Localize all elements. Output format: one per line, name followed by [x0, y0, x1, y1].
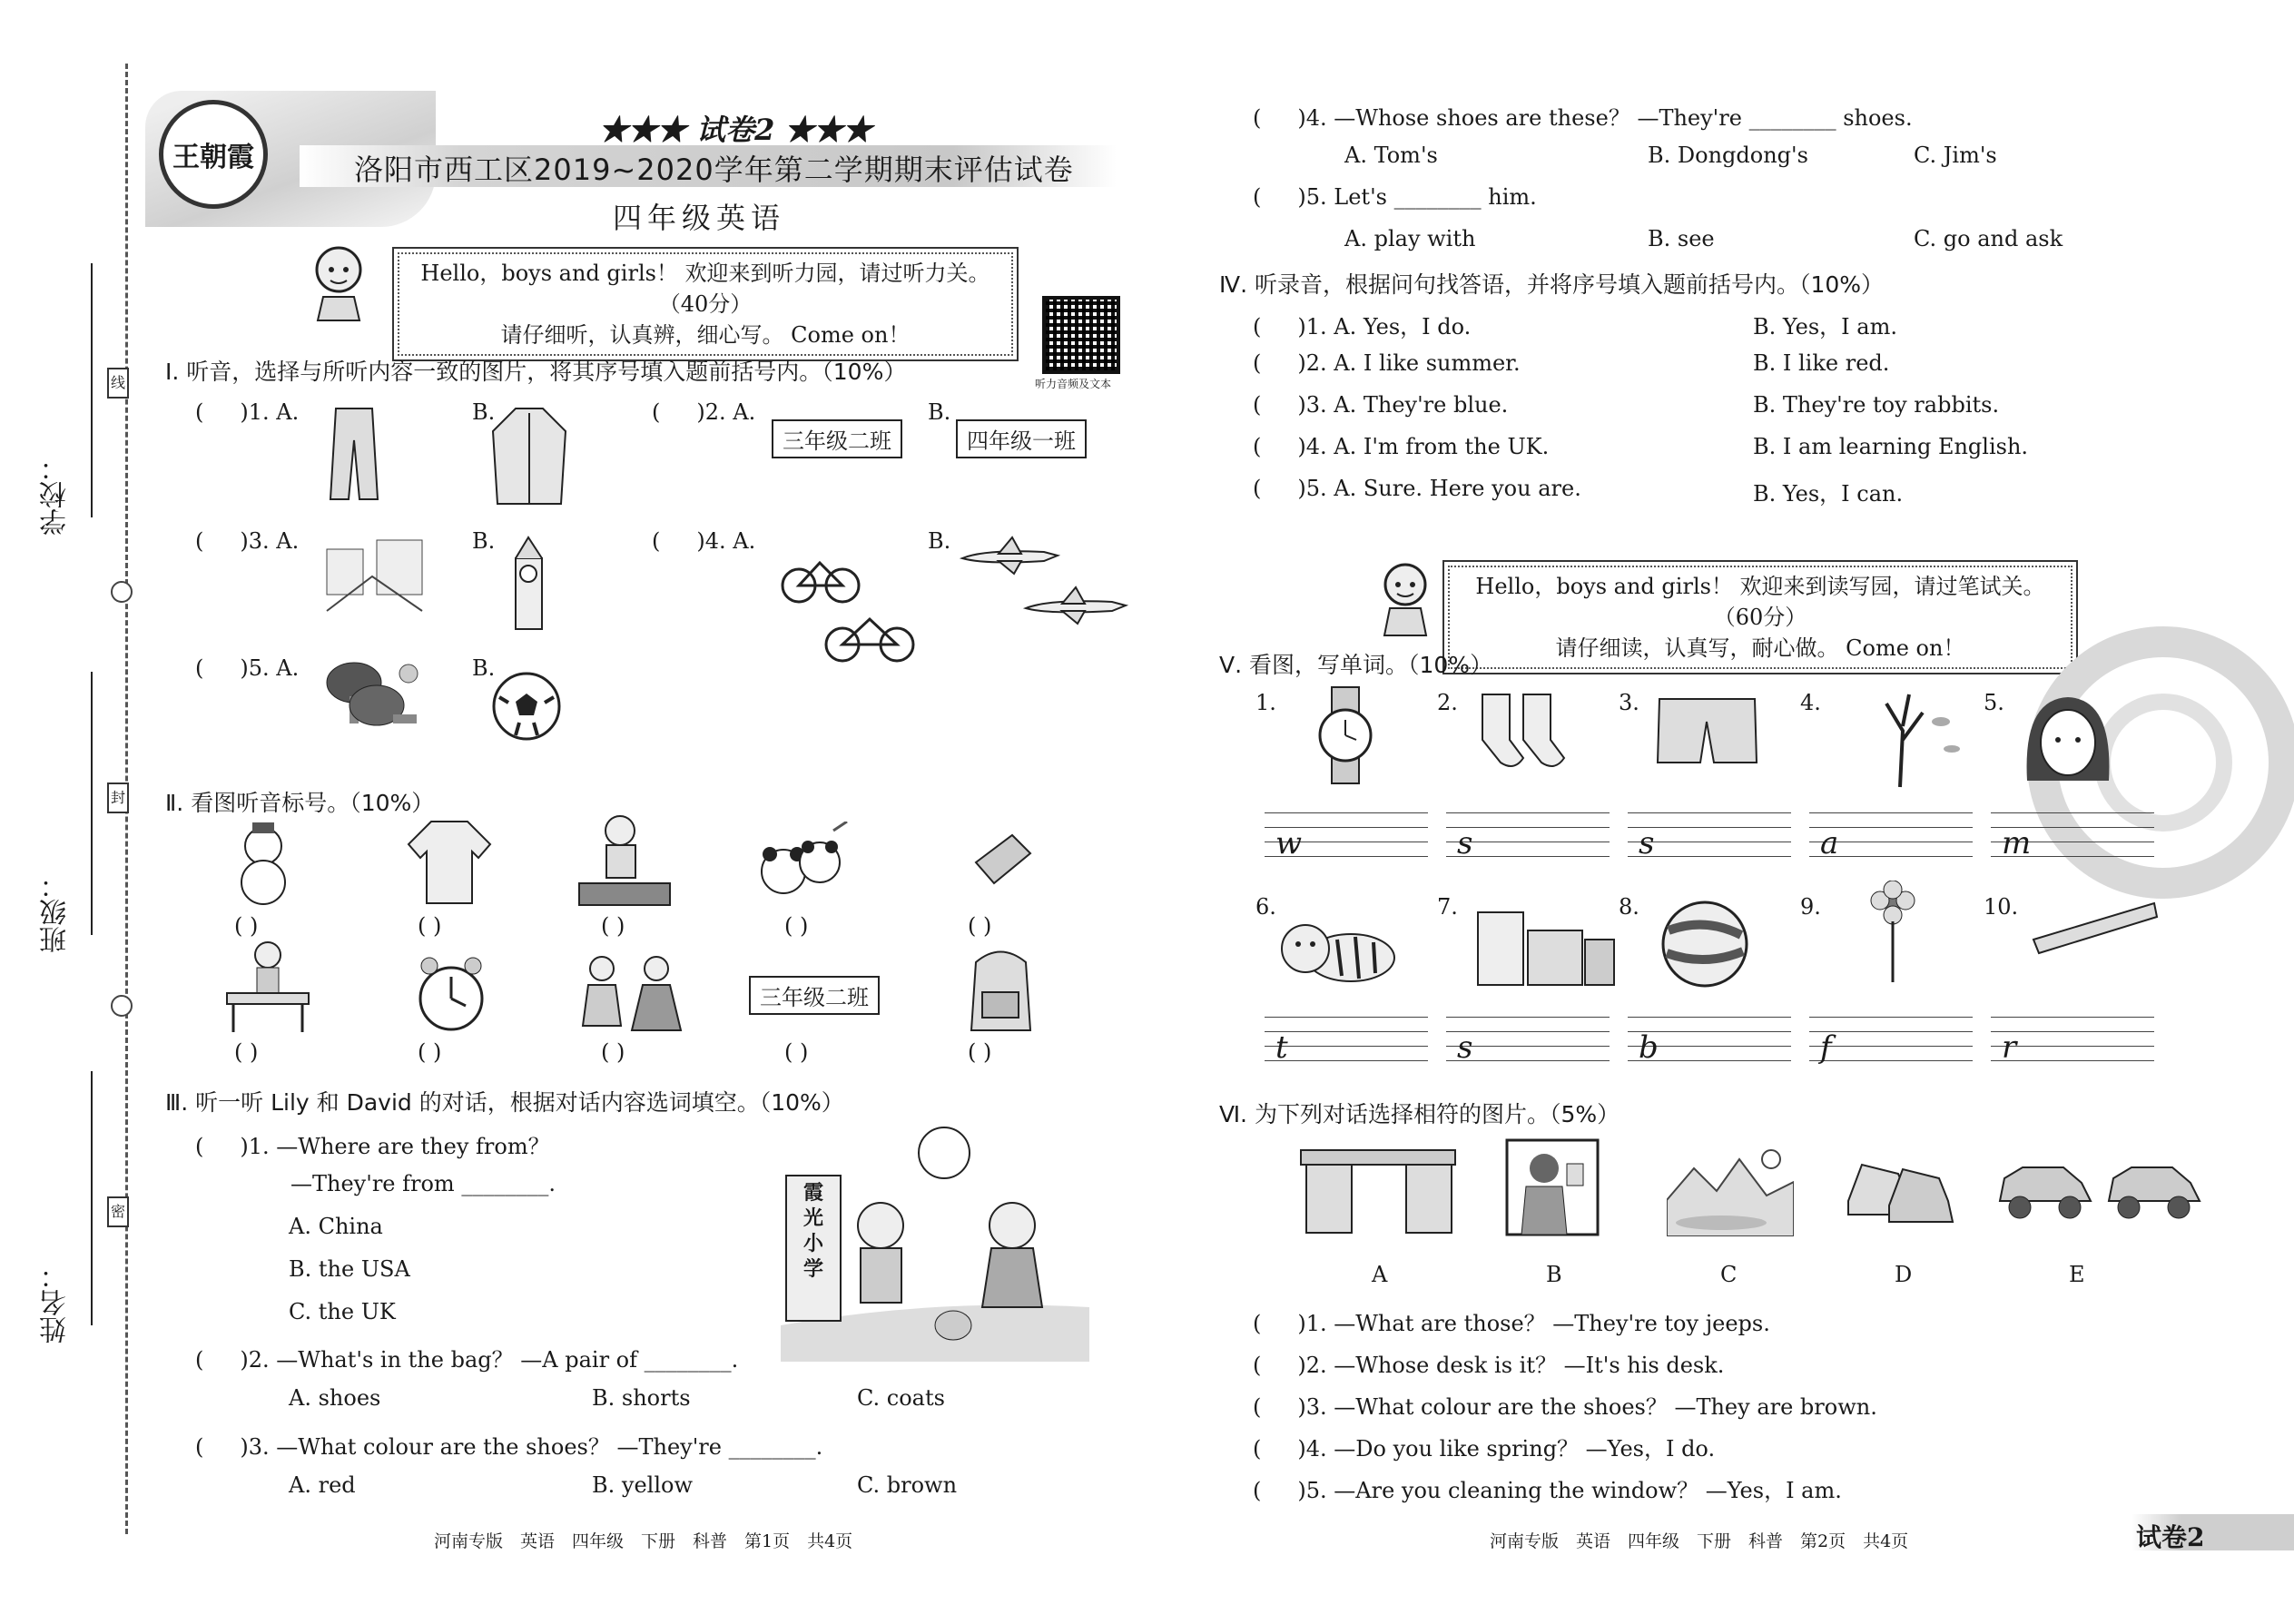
- s3-q3: ( )3. —What colour are the shoes？ —They're ________.: [195, 1434, 823, 1460]
- s5-num-10: 10.: [1984, 894, 2019, 920]
- star-icon: ★★★: [599, 113, 687, 147]
- class-sign: 三年级二班: [749, 976, 880, 1015]
- boy-at-desk-icon: [222, 937, 313, 1037]
- s2-paren-10[interactable]: ( ): [968, 1039, 992, 1065]
- section-1-title: Ⅰ. 听音，选择与所听内容一致的图片，将其序号填入题前括号内。（10%）: [165, 359, 907, 385]
- seal-mark-line: 线: [107, 368, 129, 399]
- table-tennis-icon: [322, 655, 422, 737]
- eraser-icon: [971, 831, 1035, 890]
- s5-num-5: 5.: [1984, 690, 2004, 715]
- hint-letter: m: [2002, 825, 2032, 861]
- write-line-8[interactable]: [1628, 1017, 1791, 1066]
- listening-notice: [392, 247, 1019, 361]
- s3-q1-line2: —They're from ________.: [290, 1171, 556, 1196]
- footer-left: 河南专版 英语 四年级 下册 科普 第1页 共4页: [434, 1531, 853, 1551]
- coat-icon: [488, 404, 570, 508]
- s1-q1: ( )1. A.: [195, 399, 300, 425]
- write-line-5[interactable]: [1991, 812, 2154, 861]
- footer-right: 河南专版 英语 四年级 下册 科普 第2页 共4页: [1490, 1531, 1909, 1551]
- hint-letter: w: [1275, 825, 1303, 861]
- binding-hole-icon: [111, 581, 133, 603]
- s3-q4-c: C. Jim's: [1914, 143, 1997, 168]
- qr-caption: 听力音频及文本: [1035, 378, 1112, 390]
- s1-q5: ( )5. A.: [195, 655, 300, 681]
- autumn-tree-icon: [1850, 685, 1968, 790]
- watch-icon: [1306, 685, 1388, 785]
- s2-paren-2[interactable]: ( ): [418, 913, 442, 939]
- football-icon: [490, 670, 563, 743]
- s3-q2: ( )2. —What's in the bag？ —A pair of ________.: [195, 1347, 739, 1373]
- trousers-icon: [327, 404, 381, 504]
- s4-q1: ( )1. A. Yes，I do.: [1253, 314, 1472, 340]
- s3-q1-b: B. the USA: [289, 1256, 410, 1282]
- name-field-line: [91, 1071, 93, 1325]
- s3-q5: ( )5. Let's ________ him.: [1253, 184, 1537, 210]
- ball-icon: [1659, 899, 1750, 989]
- seal-mark-seal: 封: [107, 782, 129, 813]
- s1-q2-b: B.: [928, 399, 951, 425]
- shirt-icon: [404, 817, 495, 908]
- s2-paren-7[interactable]: ( ): [418, 1039, 442, 1065]
- s2-paren-1[interactable]: ( ): [234, 913, 259, 939]
- boy-cooking-icon: [570, 811, 679, 909]
- snowman-icon: [222, 819, 304, 905]
- s3-q1: ( )1. —Where are they from？: [195, 1134, 550, 1159]
- s5-num-6: 6.: [1255, 894, 1276, 920]
- s3-q2-a: A. shoes: [289, 1385, 381, 1411]
- s3-q1-c: C. the UK: [289, 1299, 396, 1324]
- s5-num-9: 9.: [1800, 894, 1821, 920]
- write-line-6[interactable]: [1265, 1017, 1428, 1066]
- s5-num-7: 7.: [1437, 894, 1458, 920]
- name-label: 姓名：: [40, 1262, 72, 1343]
- s4-q2: ( )2. A. I like summer.: [1253, 350, 1521, 376]
- s5-num-1: 1.: [1255, 690, 1276, 715]
- section-4-title: Ⅳ. 听录音，根据问句找答语，并将序号填入题前括号内。（10%）: [1219, 271, 1885, 298]
- shoes-icon: [1844, 1151, 1957, 1228]
- s2-paren-8[interactable]: ( ): [601, 1039, 625, 1065]
- s2-paren-4[interactable]: ( ): [784, 913, 809, 939]
- s1-q2: ( )2. A.: [652, 399, 756, 425]
- s6-q3: ( )3. —What colour are the shoes？ —They are brown.: [1253, 1394, 1877, 1420]
- write-line-2[interactable]: [1446, 812, 1610, 861]
- school-sign: 霞光小学: [803, 1181, 824, 1281]
- pic-label-e: E: [2069, 1262, 2085, 1287]
- city-street-icon: [322, 531, 427, 613]
- s4-q3: ( )3. A. They're blue.: [1253, 392, 1509, 418]
- s1-q3-b: B.: [472, 528, 496, 554]
- hint-letter: b: [1639, 1029, 1659, 1066]
- exam-tag: 试卷2: [2136, 1522, 2205, 1552]
- pandas-icon: [752, 822, 852, 908]
- ruler-icon: [2032, 899, 2159, 958]
- s6-q4: ( )4. —Do you like spring？ —Yes，I do.: [1253, 1436, 1716, 1462]
- girl-mascot-icon: [1375, 556, 1435, 637]
- write-line-10[interactable]: [1991, 1017, 2154, 1066]
- hint-letter: s: [1457, 825, 1473, 861]
- spring-landscape-icon: [1667, 1146, 1794, 1236]
- write-line-7[interactable]: [1446, 1017, 1610, 1066]
- s4-q1-b: B. Yes，I am.: [1753, 314, 1897, 340]
- s3-q4-b: B. Dongdong's: [1648, 143, 1808, 168]
- big-ben-icon: [508, 536, 549, 631]
- planes-icon: [958, 536, 1130, 635]
- flower-icon: [1864, 881, 1923, 985]
- desk-icon: [1299, 1146, 1458, 1236]
- children-dancing-icon: [570, 949, 688, 1044]
- shorts-icon: [1655, 694, 1759, 772]
- pic-label-b: B: [1546, 1262, 1562, 1287]
- section-5-title: Ⅴ. 看图，写单词。（10%）: [1219, 652, 1493, 678]
- s2-paren-9[interactable]: ( ): [784, 1039, 809, 1065]
- s4-q4-b: B. I am learning English.: [1753, 434, 2029, 459]
- s2-paren-3[interactable]: ( ): [601, 913, 625, 939]
- section-2-title: Ⅱ. 看图听音标号。（10%）: [165, 790, 435, 816]
- s6-q5: ( )5. —Are you cleaning the window？ —Yes，I am.: [1253, 1478, 1842, 1503]
- s2-paren-6[interactable]: ( ): [234, 1039, 259, 1065]
- writing-notice: [1442, 560, 2078, 674]
- window-cleaning-icon: [1503, 1137, 1603, 1238]
- class-sign-a: 三年级二班: [772, 419, 902, 458]
- class-label: 班级：: [40, 871, 72, 953]
- notice-line-1: Hello，boys and girls！ 欢迎来到听力园，请过听力关。（40分）: [420, 261, 990, 317]
- alarm-clock-icon: [413, 955, 490, 1037]
- page-subtitle: 四年级英语: [613, 201, 786, 235]
- school-building-icon: [1469, 899, 1619, 989]
- hint-letter: s: [1457, 1029, 1473, 1066]
- s1-q3: ( )3. A.: [195, 528, 300, 554]
- hint-letter: t: [1275, 1029, 1288, 1066]
- s3-q3-b: B. yellow: [592, 1472, 693, 1498]
- s6-q1: ( )1. —What are those？ —They're toy jeeps.: [1253, 1311, 1770, 1336]
- binding-hole-icon: [111, 995, 133, 1017]
- section-6-title: Ⅵ. 为下列对话选择相符的图片。（5%）: [1219, 1101, 1620, 1127]
- s6-q2: ( )2. —Whose desk is it？ —It's his desk.: [1253, 1353, 1725, 1378]
- write-line-3[interactable]: [1628, 812, 1791, 861]
- pic-label-a: A: [1372, 1262, 1388, 1287]
- hint-letter: a: [1820, 825, 1839, 861]
- s3-q5-a: A. play with: [1344, 226, 1476, 251]
- s5-num-4: 4.: [1800, 690, 1821, 715]
- s2-paren-5[interactable]: ( ): [968, 913, 992, 939]
- s5-num-8: 8.: [1619, 894, 1639, 920]
- mother-face-icon: [2018, 690, 2118, 790]
- school-label: 学校：: [40, 454, 72, 536]
- write-line-1[interactable]: [1265, 812, 1428, 861]
- s3-q3-c: C. brown: [857, 1472, 958, 1498]
- publisher-logo: 王朝霞: [159, 100, 268, 209]
- class-field-line: [91, 672, 93, 935]
- s5-num-3: 3.: [1619, 690, 1639, 715]
- star-icon: ★★★: [784, 113, 872, 147]
- s4-q5: ( )5. A. Sure. Here you are.: [1253, 476, 1581, 501]
- notice-line-2: 请仔细听，认真辨，细心写。 Come on！: [500, 322, 911, 348]
- s5-num-2: 2.: [1437, 690, 1458, 715]
- s4-q5-b: B. Yes，I can.: [1753, 481, 1904, 507]
- notice-line-2: 请仔细读，认真写，耐心做。 Come on！: [1555, 635, 1965, 661]
- s4-q2-b: B. I like red.: [1753, 350, 1890, 376]
- hint-letter: r: [2002, 1029, 2017, 1066]
- s1-q4: ( )4. A.: [652, 528, 756, 554]
- exam-number-text: 试卷2: [696, 113, 775, 147]
- binding-margin: [0, 0, 136, 1624]
- s3-q2-b: B. shorts: [592, 1385, 691, 1411]
- class-sign-b: 四年级一班: [956, 419, 1087, 458]
- bicycles-icon: [779, 545, 933, 667]
- tiger-icon: [1274, 908, 1401, 989]
- page-title: 洛阳市西工区2019~2020学年第二学期期末评估试卷: [354, 153, 1074, 187]
- write-line-9[interactable]: [1809, 1017, 1973, 1066]
- s3-q5-b: B. see: [1648, 226, 1715, 251]
- qr-code-icon[interactable]: [1042, 296, 1120, 374]
- section-3-title: Ⅲ. 听一听 Lily 和 David 的对话，根据对话内容选词填空。（10%）: [165, 1089, 844, 1116]
- pic-label-c: C: [1720, 1262, 1738, 1287]
- toy-jeeps-icon: [1995, 1160, 2209, 1224]
- school-field-line: [91, 263, 93, 517]
- seal-mark-secret: 密: [107, 1196, 129, 1227]
- s4-q3-b: B. They're toy rabbits.: [1753, 392, 2000, 418]
- exam-number: [599, 107, 872, 149]
- s1-q4-b: B.: [928, 528, 951, 554]
- socks-icon: [1473, 690, 1578, 772]
- notice-line-1: Hello，boys and girls！ 欢迎来到读写园，请过笔试关。（60分）: [1475, 574, 2045, 630]
- schoolbag-icon: [962, 940, 1039, 1035]
- write-line-4[interactable]: [1809, 812, 1973, 861]
- pic-label-d: D: [1895, 1262, 1913, 1287]
- girl-mascot-icon: [309, 241, 369, 322]
- s1-q5-b: B.: [472, 655, 496, 681]
- hint-letter: s: [1639, 825, 1655, 861]
- s1-q1-b: B.: [472, 399, 496, 425]
- s3-q1-a: A. China: [289, 1214, 383, 1239]
- s3-q4-a: A. Tom's: [1344, 143, 1438, 168]
- s3-q2-c: C. coats: [857, 1385, 945, 1411]
- right-page: [1147, 0, 2294, 1624]
- s3-q5-c: C. go and ask: [1914, 226, 2063, 251]
- s3-q3-a: A. red: [289, 1472, 356, 1498]
- hint-letter: f: [1820, 1029, 1832, 1066]
- s4-q4: ( )4. A. I'm from the UK.: [1253, 434, 1550, 459]
- s3-q4: ( )4. —Whose shoes are these？ —They're ________ shoes.: [1253, 105, 1913, 131]
